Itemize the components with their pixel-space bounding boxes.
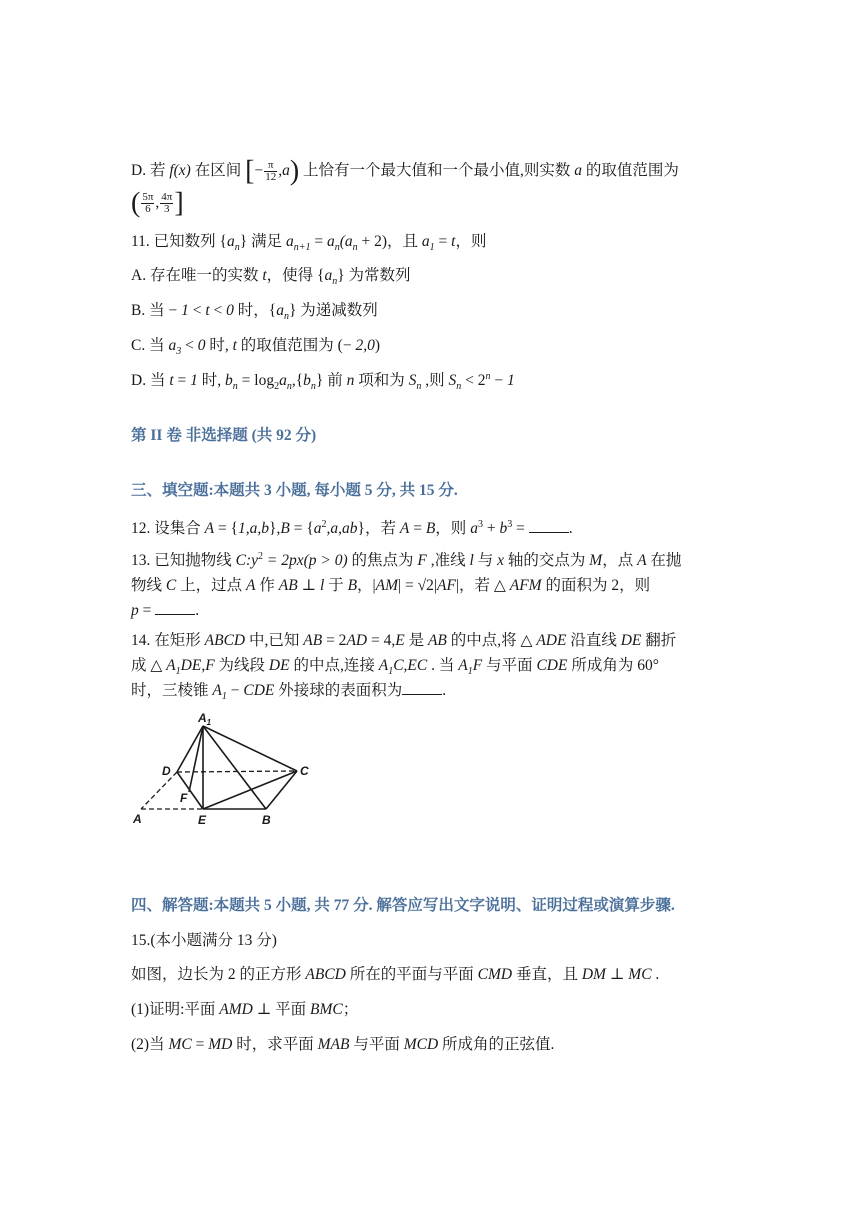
math: t [451,233,456,250]
math: t [205,302,210,319]
math: a [285,233,294,250]
math: CDE [243,682,275,699]
fraction [160,192,173,215]
math: AB [278,577,298,594]
q11-option-c [131,336,808,356]
q13-line1 [131,551,808,571]
text: 所在的平面与平面 [345,966,478,983]
math: 1 [429,242,435,254]
text: D. 当 [131,372,170,389]
text: } 为常数列 [337,267,411,284]
text: D. 若 [131,162,170,180]
numerator: 4π [161,191,173,203]
section4-heading: 四、解答题:本题共 5 小题, 共 77 分. 解答应写出文字说明、证明过程或演算步骤. [131,897,675,914]
text: ； [342,1001,359,1018]
math: n [286,381,292,393]
math: A [204,520,215,537]
text: < [188,302,206,319]
edge-a1-c [203,726,297,771]
math: t [262,267,267,284]
text: C. 当 [131,337,169,354]
math: DE [268,657,290,674]
math: a [326,233,335,250]
math: f(x) [169,162,191,180]
text: } 满足 [239,233,286,250]
q13-line3 [131,600,808,621]
math: B [425,520,436,537]
text: ⊥ [605,966,629,983]
math: 1 [507,372,515,389]
math: 1 [467,666,473,678]
math: n [416,381,422,393]
text: 所成角的正弦值. [438,1036,555,1053]
q15-line3 [131,1035,808,1055]
bracket: ] [174,187,184,219]
math: b [225,372,233,389]
math: a [227,233,235,250]
math: 1 [175,666,181,678]
math: F [472,657,483,674]
math: AM [375,577,399,594]
text: = log [237,372,275,389]
math: n [332,276,338,288]
math: 0 [197,337,206,354]
label-e: E [198,813,207,827]
q11-stem: 11. 已知数列 $\{a_n\}$ 满足 $a_{n+1} = a_n(a_n + 2)$，且 $a_1 = t$，则 [131,233,487,254]
label-d: D [162,764,171,778]
math: ABCD [204,632,246,649]
math: MAB [317,1036,350,1053]
edge-d-a-dashed [141,772,177,809]
q10-option-d-line1 [131,155,808,187]
math: E [395,632,405,649]
fraction [264,160,277,183]
text: 13. 已知抛物线 [131,552,236,569]
q14-line2 [131,656,808,676]
text: (2)当 [131,1036,169,1053]
text: = 4, [367,632,396,649]
text: 的中点,将 △ [446,632,537,649]
math: AFM [509,577,542,594]
math: 3 [477,518,483,530]
text: < [181,337,198,354]
math: t [232,337,237,354]
math: 3 [507,518,513,530]
text: 项和为 [354,372,409,389]
numerator: 5π [142,191,154,203]
text: B. 当 − [131,302,182,319]
math: a [324,267,333,284]
text: 如图，边长为 2 的正方形 [131,966,306,983]
math: F [417,552,427,569]
math: M [589,552,603,569]
text: 时，{ [233,302,277,319]
math: p [131,602,139,619]
text: ，则 [455,233,487,250]
text: 12. 设集合 [131,520,205,537]
text: ，使得 { [266,267,325,284]
text: ) [374,337,380,354]
answer-blank [529,518,569,533]
figure-lines [177,726,297,809]
math: ,a [278,162,290,180]
math: B [347,577,358,594]
bracket: ) [289,155,300,187]
math: A [458,657,468,674]
math: 3 [176,346,182,358]
math: n [283,311,289,323]
math: n [234,242,240,254]
math: A [637,552,647,569]
math: a [168,337,177,354]
text: 的面积为 2，则 [541,577,651,594]
q13-line2 [131,576,808,596]
math: n [485,370,491,382]
text: . [442,682,447,699]
text: 时，三棱锥 [131,682,213,699]
math: x [497,552,504,569]
math: AB [427,632,447,649]
math: MCD [403,1036,439,1053]
text: = { [289,520,314,537]
math: AB [303,632,323,649]
bracket: ( [131,187,141,219]
math: n [334,242,340,254]
math: 1 [181,302,189,319]
text: } 前 [315,372,347,389]
math: (a [339,233,353,250]
text: 在抛 [646,552,682,569]
text: 物线 [131,577,166,594]
text: 的焦点为 [347,552,418,569]
label-b: B [262,813,271,827]
math: 2 [274,381,280,393]
math: C [165,577,177,594]
q15-line2 [131,1000,808,1020]
math: n [456,381,462,393]
math: a [574,162,583,180]
text: 时, [205,337,233,354]
math: A [166,657,176,674]
pyramid-figure [125,708,325,833]
math: n+1 [293,242,311,254]
text: } 为递减数列 [288,302,378,319]
math: A [212,682,222,699]
math: = 2px(p > 0) [263,552,348,569]
text: 上恰有一个最大值和一个最小值,则实数 [299,162,575,180]
text: ，点 [602,552,638,569]
text: 14. 在矩形 [131,632,205,649]
math: AD [346,632,368,649]
math: n [346,372,355,389]
bracket: [ [245,155,255,187]
math: MD [208,1036,233,1053]
q10-option-d-line2: ( $\frac{5\pi}{6}$ , $\frac{4\pi}{3}$ ] [131,187,184,219]
text: + [482,520,500,537]
text: = [173,372,191,389]
text: ⊥ [297,577,320,594]
q15-line1 [131,965,808,985]
text: 作 [255,577,279,594]
text: 为线段 [214,657,269,674]
text: + 2) [357,233,388,250]
math: S [448,372,457,389]
text: A. 存在唯一的实数 [131,267,263,284]
text: − [490,372,508,389]
q11-option-d [131,371,808,391]
q12 [131,518,808,539]
math: l [469,552,474,569]
math: S [408,372,417,389]
math: A [246,577,256,594]
edge-a1-f [189,726,203,792]
text: ⊥ 平面 [252,1001,311,1018]
math: B [280,520,290,537]
text: = [434,233,452,250]
text: 中,已知 [245,632,304,649]
math: ADE [536,632,567,649]
math: CMD [477,966,513,983]
text: }，若 [357,520,400,537]
text: 与 [473,552,498,569]
text: 的取值范围为 (− [236,337,356,354]
q14-line3 [131,680,808,701]
math: a [313,520,322,537]
math: CDE [536,657,568,674]
math: l [320,577,325,594]
math: 2 [321,518,327,530]
edge-d-c-dashed [177,771,297,772]
math: DE [180,657,202,674]
text: 成 △ [131,657,167,674]
answer-blank [155,600,195,615]
math: n [352,242,358,254]
text: 是 [404,632,428,649]
math: b [499,520,508,537]
math: AMD [219,1001,253,1018]
math: 1 [221,691,227,703]
label-c: C [300,764,309,778]
math: n [232,381,238,393]
math: n [310,381,316,393]
text: 外接球的表面积为 [274,682,403,699]
denominator: 6 [145,203,151,215]
text: = [512,520,529,537]
math: DM [581,966,606,983]
math: 2 [258,550,264,562]
q11-option-b [131,301,808,321]
numerator: π [264,160,277,172]
text: 在区间 [190,162,246,180]
text: 时，求平面 [232,1036,318,1053]
math: a [279,372,287,389]
math: ABCD [305,966,346,983]
text: . [568,520,573,537]
math: F [205,657,215,674]
math: b [303,372,311,389]
q15-header: 15.(本小题满分 13 分) [131,932,277,949]
text: 于 [324,577,348,594]
part2-heading: 第 II 卷 非选择题 (共 92 分) [131,427,317,444]
text: . 当 [427,657,459,674]
text: |，若 △ [455,577,510,594]
math: AF [437,577,456,594]
math: 1,a,b [238,520,270,537]
text: < 2 [461,372,486,389]
label-a: A [133,812,142,826]
text: }, [269,520,281,537]
text: ,则 [421,372,449,389]
math: 1 [190,372,198,389]
text: ，| [357,577,376,594]
edge-a1-d [177,726,203,772]
math: MC [628,966,652,983]
text: 与平面 [349,1036,404,1053]
math: 1 [388,666,394,678]
math: t [169,372,174,389]
text: 11. 已知数列 { [131,233,227,250]
text: 上，过点 [176,577,246,594]
text: 时, [197,372,226,389]
text: − [254,162,264,180]
text: ,准线 [426,552,470,569]
text: 垂直，且 [512,966,582,983]
text: 与平面 [482,657,537,674]
math: A [378,657,389,674]
math: MC [168,1036,192,1053]
label-f: F [180,791,188,805]
text: 轴的交点为 [504,552,590,569]
text: (1)证明:平面 [131,1001,220,1018]
text: ,{ [291,372,304,389]
math: BMC [310,1001,343,1018]
text: . [195,602,200,619]
text: , [201,657,206,674]
text: = [191,1036,209,1053]
text: ，则 [435,520,471,537]
fraction [141,192,154,215]
text: − [226,682,244,699]
q11-option-a [131,266,808,286]
denominator: 3 [164,203,170,215]
math: 2,0 [355,337,375,354]
denominator: 12 [265,171,277,183]
math: a [421,233,430,250]
math: DE [620,632,642,649]
text: 所成角为 60° [567,657,659,674]
math: C:y [235,552,259,569]
math: A [399,520,410,537]
text: = [409,520,426,537]
text: = [138,602,156,619]
text: | = √2| [398,577,438,594]
q14-line1 [131,631,808,651]
text: < [209,302,227,319]
edge-e-c [203,771,297,809]
math: a [276,302,284,319]
answer-blank [402,680,442,695]
text: 的中点,连接 [289,657,379,674]
text: = 2 [322,632,347,649]
math: a [470,520,478,537]
text: ，且 [387,233,422,250]
math: ,a,ab [326,520,358,537]
text: . [651,966,660,983]
text: 的取值范围为 [582,162,679,180]
math: C,EC [393,657,428,674]
math: 0 [226,302,234,319]
text: 沿直线 [566,632,621,649]
section3-heading: 三、填空题:本题共 3 小题, 每小题 5 分, 共 15 分. [131,482,458,499]
text: = { [214,520,239,537]
label-a1: $A_1$ [198,711,212,727]
text: 翻折 [641,632,677,649]
